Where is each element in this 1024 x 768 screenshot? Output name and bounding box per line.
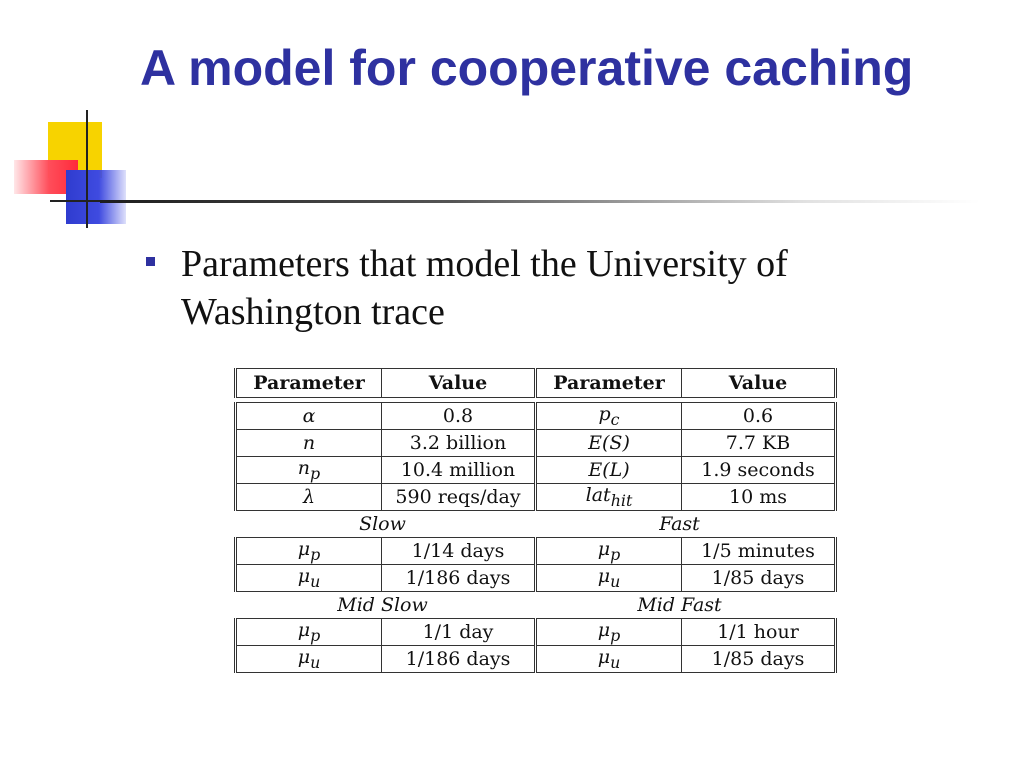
parameter-cell: $\mu_u$ (536, 565, 682, 592)
value-cell: 1/186 days (382, 565, 536, 592)
parameter-cell: $n_p$ (236, 457, 382, 484)
header-parameter-1: Parameter (236, 369, 382, 398)
section-label-mid-fast: Mid Fast (637, 594, 722, 616)
value-cell: 1/85 days (682, 646, 836, 673)
parameter-cell: $\mu_u$ (236, 646, 382, 673)
value-cell: 10.4 million (382, 457, 536, 484)
header-value-2: Value (682, 369, 836, 398)
value-cell: 1/186 days (382, 646, 536, 673)
slow-fast-row (236, 565, 836, 592)
table-header (234, 368, 837, 398)
parameters-table (234, 368, 828, 673)
parameter-cell: n (236, 430, 382, 457)
bullet-text: Parameters that model the University of Washington trace (181, 243, 788, 333)
value-cell: 7.7 KB (682, 430, 836, 457)
value-cell: 1.9 seconds (682, 457, 836, 484)
value-cell: 0.8 (382, 403, 536, 430)
main-row (236, 457, 836, 484)
mid-row (236, 646, 836, 673)
value-cell: 10 ms (682, 484, 836, 511)
value-cell: 1/5 minutes (682, 538, 836, 565)
title-divider (100, 200, 980, 203)
main-row (236, 403, 836, 430)
parameter-cell: $\mu_u$ (536, 646, 682, 673)
section-label-row-2 (234, 592, 828, 618)
parameter-cell: $\mu_p$ (236, 619, 382, 646)
slide-title: A model for cooperative caching (140, 40, 914, 96)
parameter-cell: α (236, 403, 382, 430)
parameter-cell: λ (236, 484, 382, 511)
value-cell: 1/1 day (382, 619, 536, 646)
parameter-cell: $\mu_p$ (236, 538, 382, 565)
main-row (236, 430, 836, 457)
parameter-cell: E(S) (536, 430, 682, 457)
header-parameter-2: Parameter (536, 369, 682, 398)
section-block-slow-fast (234, 537, 837, 592)
mid-row (236, 619, 836, 646)
header-value-1: Value (382, 369, 536, 398)
parameter-cell: $\mu_p$ (536, 619, 682, 646)
section-label-row-1 (234, 511, 828, 537)
bullet-square-icon (146, 257, 155, 266)
value-cell: 1/14 days (382, 538, 536, 565)
section-label-mid-slow: Mid Slow (337, 594, 428, 616)
logo-vertical-line (86, 110, 88, 228)
value-cell: 590 reqs/day (382, 484, 536, 511)
value-cell: 1/1 hour (682, 619, 836, 646)
section-label-slow: Slow (359, 513, 406, 535)
value-cell: 3.2 billion (382, 430, 536, 457)
main-parameters-block (234, 402, 837, 511)
parameter-cell: $\mu_p$ (536, 538, 682, 565)
parameter-cell: $p_c$ (536, 403, 682, 430)
main-row (236, 484, 836, 511)
section-label-fast: Fast (659, 513, 700, 535)
value-cell: 0.6 (682, 403, 836, 430)
section-block-mid (234, 618, 837, 673)
value-cell: 1/85 days (682, 565, 836, 592)
parameter-cell: E(L) (536, 457, 682, 484)
parameter-cell: lat$_{hit}$ (536, 484, 682, 511)
slow-fast-row (236, 538, 836, 565)
logo-blue-block (66, 170, 126, 224)
parameter-cell: $\mu_u$ (236, 565, 382, 592)
